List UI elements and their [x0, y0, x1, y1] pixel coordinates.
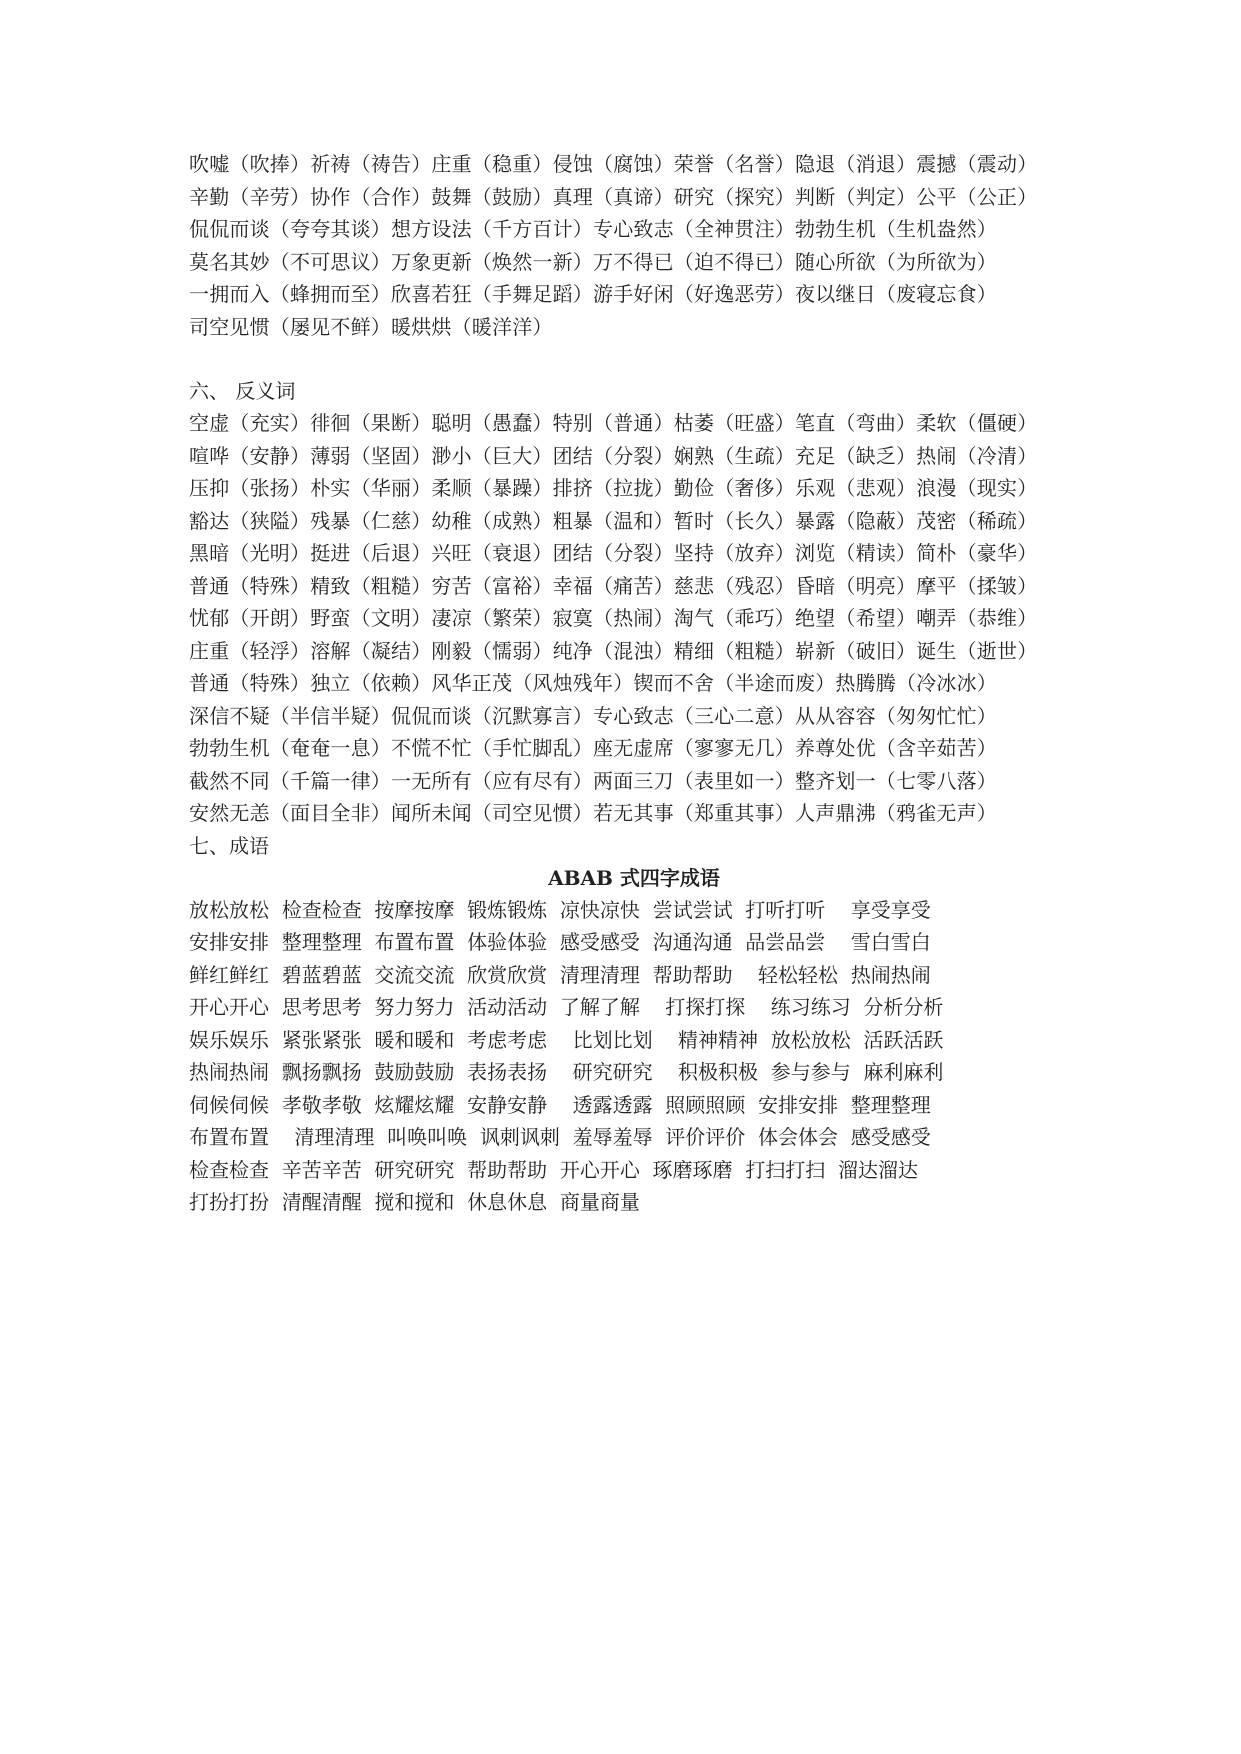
antonym-paragraph: 安然无恙（面目全非）闻所未闻（司空见惯）若无其事（郑重其事）人声鼎沸（鸦雀无声） — [189, 801, 997, 825]
antonym-paragraph: 喧哗（安静）薄弱（坚固）渺小（巨大）团结（分裂）娴熟（生疏）充足（缺乏）热闹（冷清） — [189, 443, 1038, 468]
antonym-paragraph: 压抑（张扬）朴实（华丽）柔顺（暴躁）排挤（拉拢）勤俭（奢侈）乐观（悲观）浪漫（现实） — [189, 476, 1038, 500]
synonym-paragraph: 侃侃而谈（夸夸其谈）想方设法（千方百计）专心致志（全神贯注）勃勃生机（生机盎然） — [189, 217, 997, 241]
synonyms-section — [189, 148, 1059, 343]
antonym-paragraph: 截然不同（千篇一律）一无所有（应有尽有）两面三刀（表里如一）整齐划一（七零八落） — [189, 768, 997, 793]
section-spacer — [189, 343, 1059, 375]
synonym-paragraph: 司空见惯（屡见不鲜）暖烘烘（暖洋洋） — [189, 314, 553, 339]
synonym-paragraph: 吹嘘（吹捧）祈祷（祷告）庄重（稳重）侵蚀（腐蚀）荣誉（名誉）隐退（消退）震撼（震动） — [189, 152, 1038, 176]
synonym-paragraph: 莫名其妙（不可思议）万象更新（焕然一新）万不得已（迫不得已）随心所欲（为所欲为） — [189, 249, 997, 274]
antonym-paragraph: 勃勃生机（奄奄一息）不慌不忙（手忙脚乱）座无虚席（寥寥无几）养尊处优（含辛茹苦） — [189, 736, 997, 760]
antonyms-section — [189, 375, 1059, 830]
idiom-line: 布置布置 清理清理 叫唤叫唤 讽刺讽刺 羞辱羞辱 评价评价 体会体会 感受感受 — [189, 1125, 931, 1149]
idiom-line: 开心开心 思考思考 努力努力 活动活动 了解了解 打探打探 练习练习 分析分析 — [189, 995, 944, 1019]
idiom-line: 安排安排 整理整理 布置布置 体验体验 感受感受 沟通沟通 品尝品尝 雪白雪白 — [189, 930, 931, 954]
idiom-line: 打扮打扮 清醒清醒 搅和搅和 休息休息 商量商量 — [189, 1190, 640, 1214]
antonym-paragraph: 空虚（充实）徘徊（果断）聪明（愚蠢）特别（普通）枯萎（旺盛）笔直（弯曲）柔软（僵硬） — [189, 411, 1038, 435]
antonym-paragraph: 普通（特殊）精致（粗糙）穷苦（富裕）幸福（痛苦）慈悲（残忍）昏暗（明亮）摩平（揉皱） — [189, 573, 1038, 598]
synonym-paragraph: 辛勤（辛劳）协作（合作）鼓舞（鼓励）真理（真谛）研究（探究）判断（判定）公平（公正） — [189, 184, 1038, 209]
antonym-paragraph: 忧郁（开朗）野蛮（文明）凄凉（繁荣）寂寞（热闹）淘气（乖巧）绝望（希望）嘲弄（恭维） — [189, 606, 1038, 630]
idioms-heading: 七、成语 — [189, 833, 269, 858]
idiom-line: 检查检查 辛苦辛苦 研究研究 帮助帮助 开心开心 琢磨琢磨 打扫打扫 溜达溜达 — [189, 1157, 919, 1182]
synonym-paragraph: 一拥而入（蜂拥而至）欣喜若狂（手舞足蹈）游手好闲（好逸恶劳）夜以继日（废寝忘食） — [189, 282, 997, 306]
antonym-paragraph: 深信不疑（半信半疑）侃侃而谈（沉默寡言）专心致志（三心二意）从从容容（匆匆忙忙） — [189, 703, 997, 728]
idioms-title: ABAB 式四字成语 — [548, 865, 720, 890]
antonyms-heading: 六、 反义词 — [189, 379, 296, 403]
idiom-line: 伺候伺候 孝敬孝敬 炫耀炫耀 安静安静 透露透露 照顾照顾 安排安排 整理整理 — [189, 1092, 931, 1117]
idiom-line: 娱乐娱乐 紧张紧张 暖和暖和 考虑考虑 比划比划 精神精神 放松放松 活跃活跃 — [189, 1027, 944, 1052]
idiom-line: 放松放松 检查检查 按摩按摩 锻炼锻炼 凉快凉快 尝试尝试 打听打听 享受享受 — [189, 897, 931, 922]
antonym-paragraph: 黑暗（光明）挺进（后退）兴旺（衰退）团结（分裂）坚持（放弃）浏览（精读）简朴（豪华） — [189, 541, 1038, 565]
idioms-section — [189, 830, 1059, 1219]
antonym-paragraph: 普通（特殊）独立（依赖）风华正茂（风烛残年）锲而不舍（半途而废）热腾腾（冷冰冰） — [189, 671, 997, 695]
antonym-paragraph: 庄重（轻浮）溶解（凝结）刚毅（懦弱）纯净（混浊）精细（粗糙）崭新（破旧）诞生（逝世） — [189, 638, 1038, 663]
idiom-line: 鲜红鲜红 碧蓝碧蓝 交流交流 欣赏欣赏 清理清理 帮助帮助 轻松轻松 热闹热闹 — [189, 962, 931, 987]
antonym-paragraph: 豁达（狭隘）残暴（仁慈）幼稚（成熟）粗暴（温和）暂时（长久）暴露（隐蔽）茂密（稀疏） — [189, 508, 1038, 533]
document-page — [189, 148, 1059, 1219]
idiom-line: 热闹热闹 飘扬飘扬 鼓励鼓励 表扬表扬 研究研究 积极积极 参与参与 麻利麻利 — [189, 1060, 944, 1084]
